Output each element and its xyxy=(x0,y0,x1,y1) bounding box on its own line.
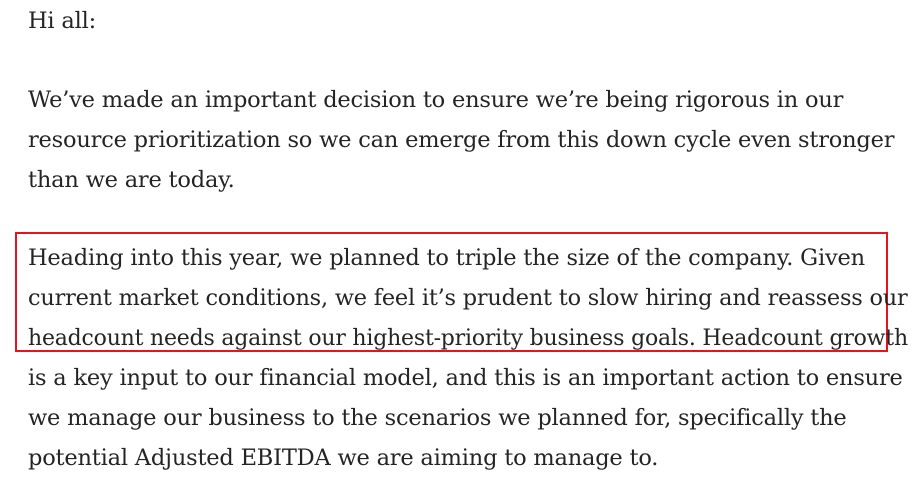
paragraph-1-line-3: than we are today. xyxy=(28,167,235,193)
paragraph-1-line-1: We’ve made an important decision to ensure we’re being rigorous in our xyxy=(28,87,844,113)
paragraph-2-line-1: Heading into this year, we planned to triple the size of the company. Given xyxy=(28,245,865,271)
paragraph-2-line-6: potential Adjusted EBITDA we are aiming to manage to. xyxy=(28,445,659,471)
paragraph-1-line-2: resource prioritization so we can emerge from this down cycle even stronger xyxy=(28,127,895,153)
paragraph-2-line-2: current market conditions, we feel it’s prudent to slow hiring and reassess our xyxy=(28,285,908,311)
paragraph-2-line-5: we manage our business to the scenarios we planned for, specifically the xyxy=(28,405,847,431)
paragraph-2-line-3: headcount needs against our highest-priority business goals. Headcount growth xyxy=(28,325,908,351)
greeting-line: Hi all: xyxy=(28,8,96,34)
paragraph-2-line-4: is a key input to our financial model, and this is an important action to ensure xyxy=(28,365,903,391)
